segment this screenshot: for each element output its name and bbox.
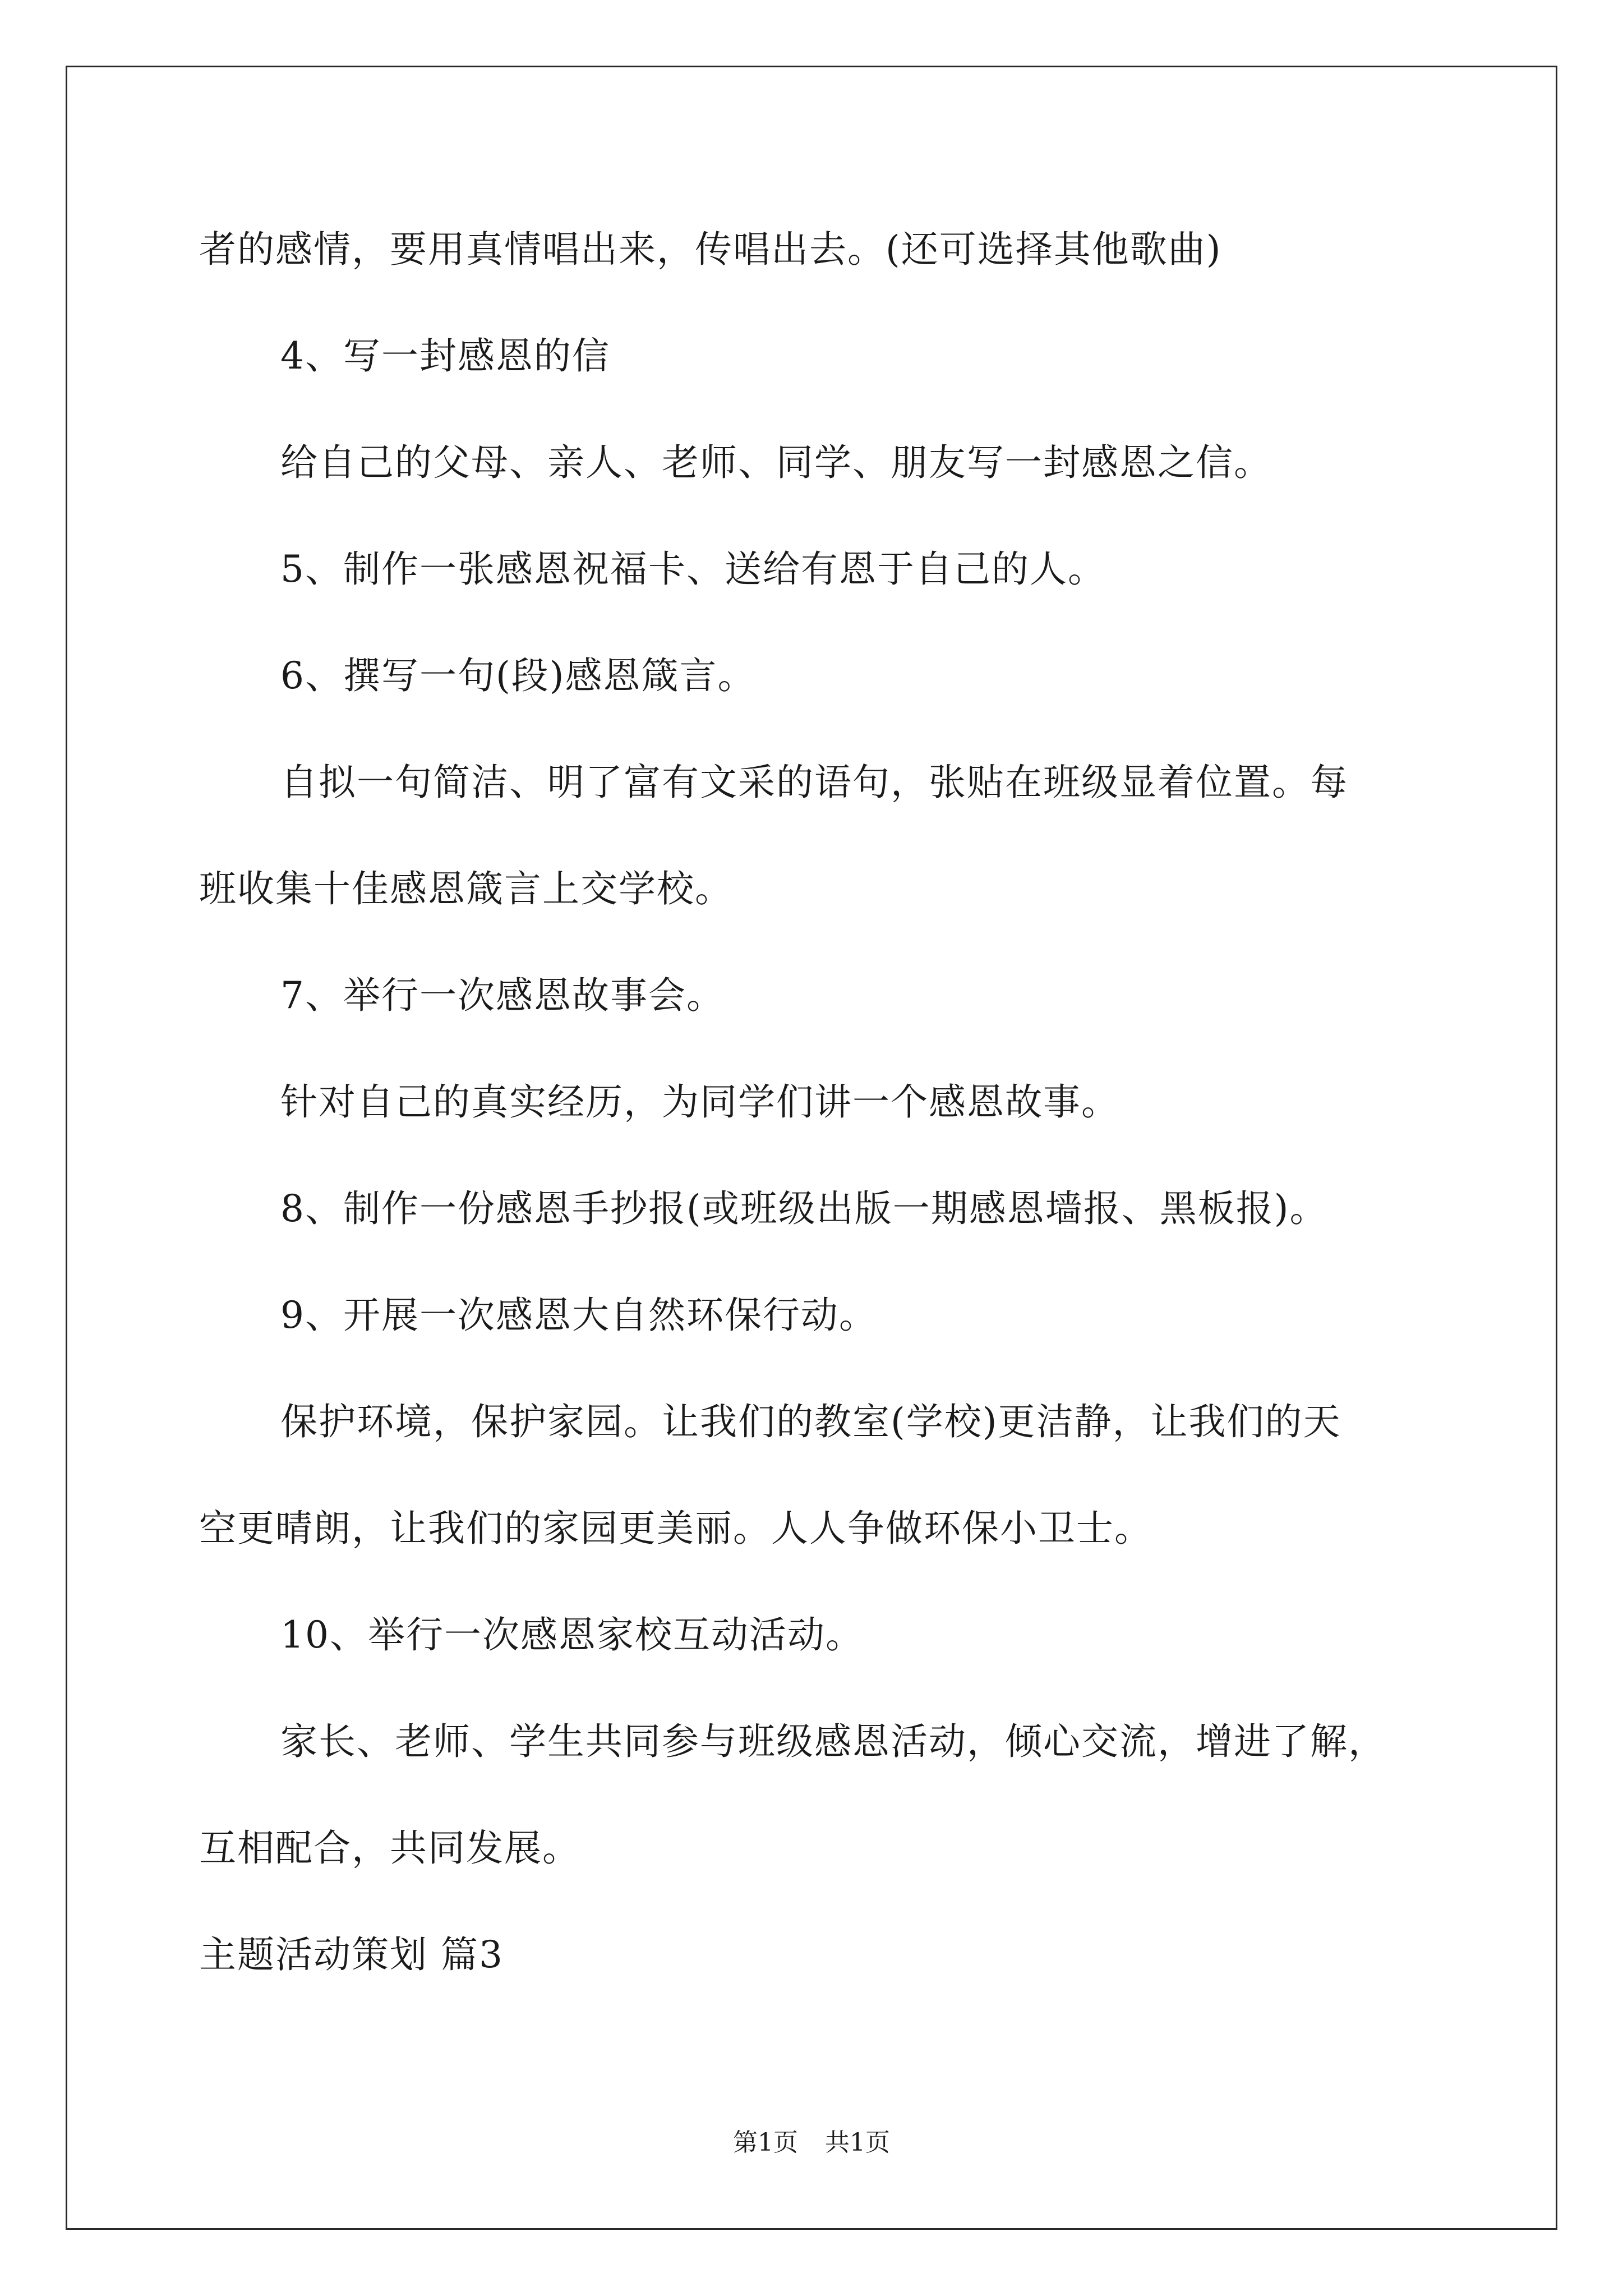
paragraph-line: 家长、老师、学生共同参与班级感恩活动，倾心交流，增进了解，: [280, 1720, 1386, 1763]
page-number-total: 共1页: [825, 2128, 890, 2157]
item-heading: 10、举行一次感恩家校互动活动。: [280, 1613, 864, 1657]
item-heading: 7、举行一次感恩故事会。: [280, 974, 725, 1017]
item-heading: 4、写一封感恩的信: [280, 334, 610, 378]
item-heading: 6、撰写一句(段)感恩箴言。: [280, 654, 756, 697]
section-heading: 主题活动策划 篇3: [199, 1933, 504, 1976]
page-footer: [0, 2126, 1623, 2160]
item-heading: 5、制作一张感恩祝福卡、送给有恩于自己的人。: [280, 547, 1106, 591]
paragraph-line: 针对自己的真实经历，为同学们讲一个感恩故事。: [280, 1080, 1119, 1124]
paragraph-line: 给自己的父母、亲人、老师、同学、朋友写一封感恩之信。: [280, 441, 1272, 484]
paragraph-line: 自拟一句简洁、明了富有文采的语句，张贴在班级显着位置。每: [280, 761, 1348, 804]
paragraph-line: 班收集十佳感恩箴言上交学校。: [199, 867, 733, 910]
page-number-current: 第1页: [733, 2128, 798, 2157]
paragraph-line: 者的感情，要用真情唱出来，传唱出去。(还可选择其他歌曲): [199, 228, 1222, 271]
item-heading: 8、制作一份感恩手抄报(或班级出版一期感恩墙报、黑板报)。: [280, 1187, 1328, 1230]
paragraph-line: 互相配合，共同发展。: [199, 1826, 580, 1870]
item-heading: 9、开展一次感恩大自然环保行动。: [280, 1294, 877, 1337]
page-border: [66, 66, 1557, 2230]
paragraph-line: 空更晴朗，让我们的家园更美丽。人人争做环保小卫士。: [199, 1507, 1152, 1550]
paragraph-line: 保护环境，保护家园。让我们的教室(学校)更洁静，让我们的天: [280, 1400, 1341, 1443]
